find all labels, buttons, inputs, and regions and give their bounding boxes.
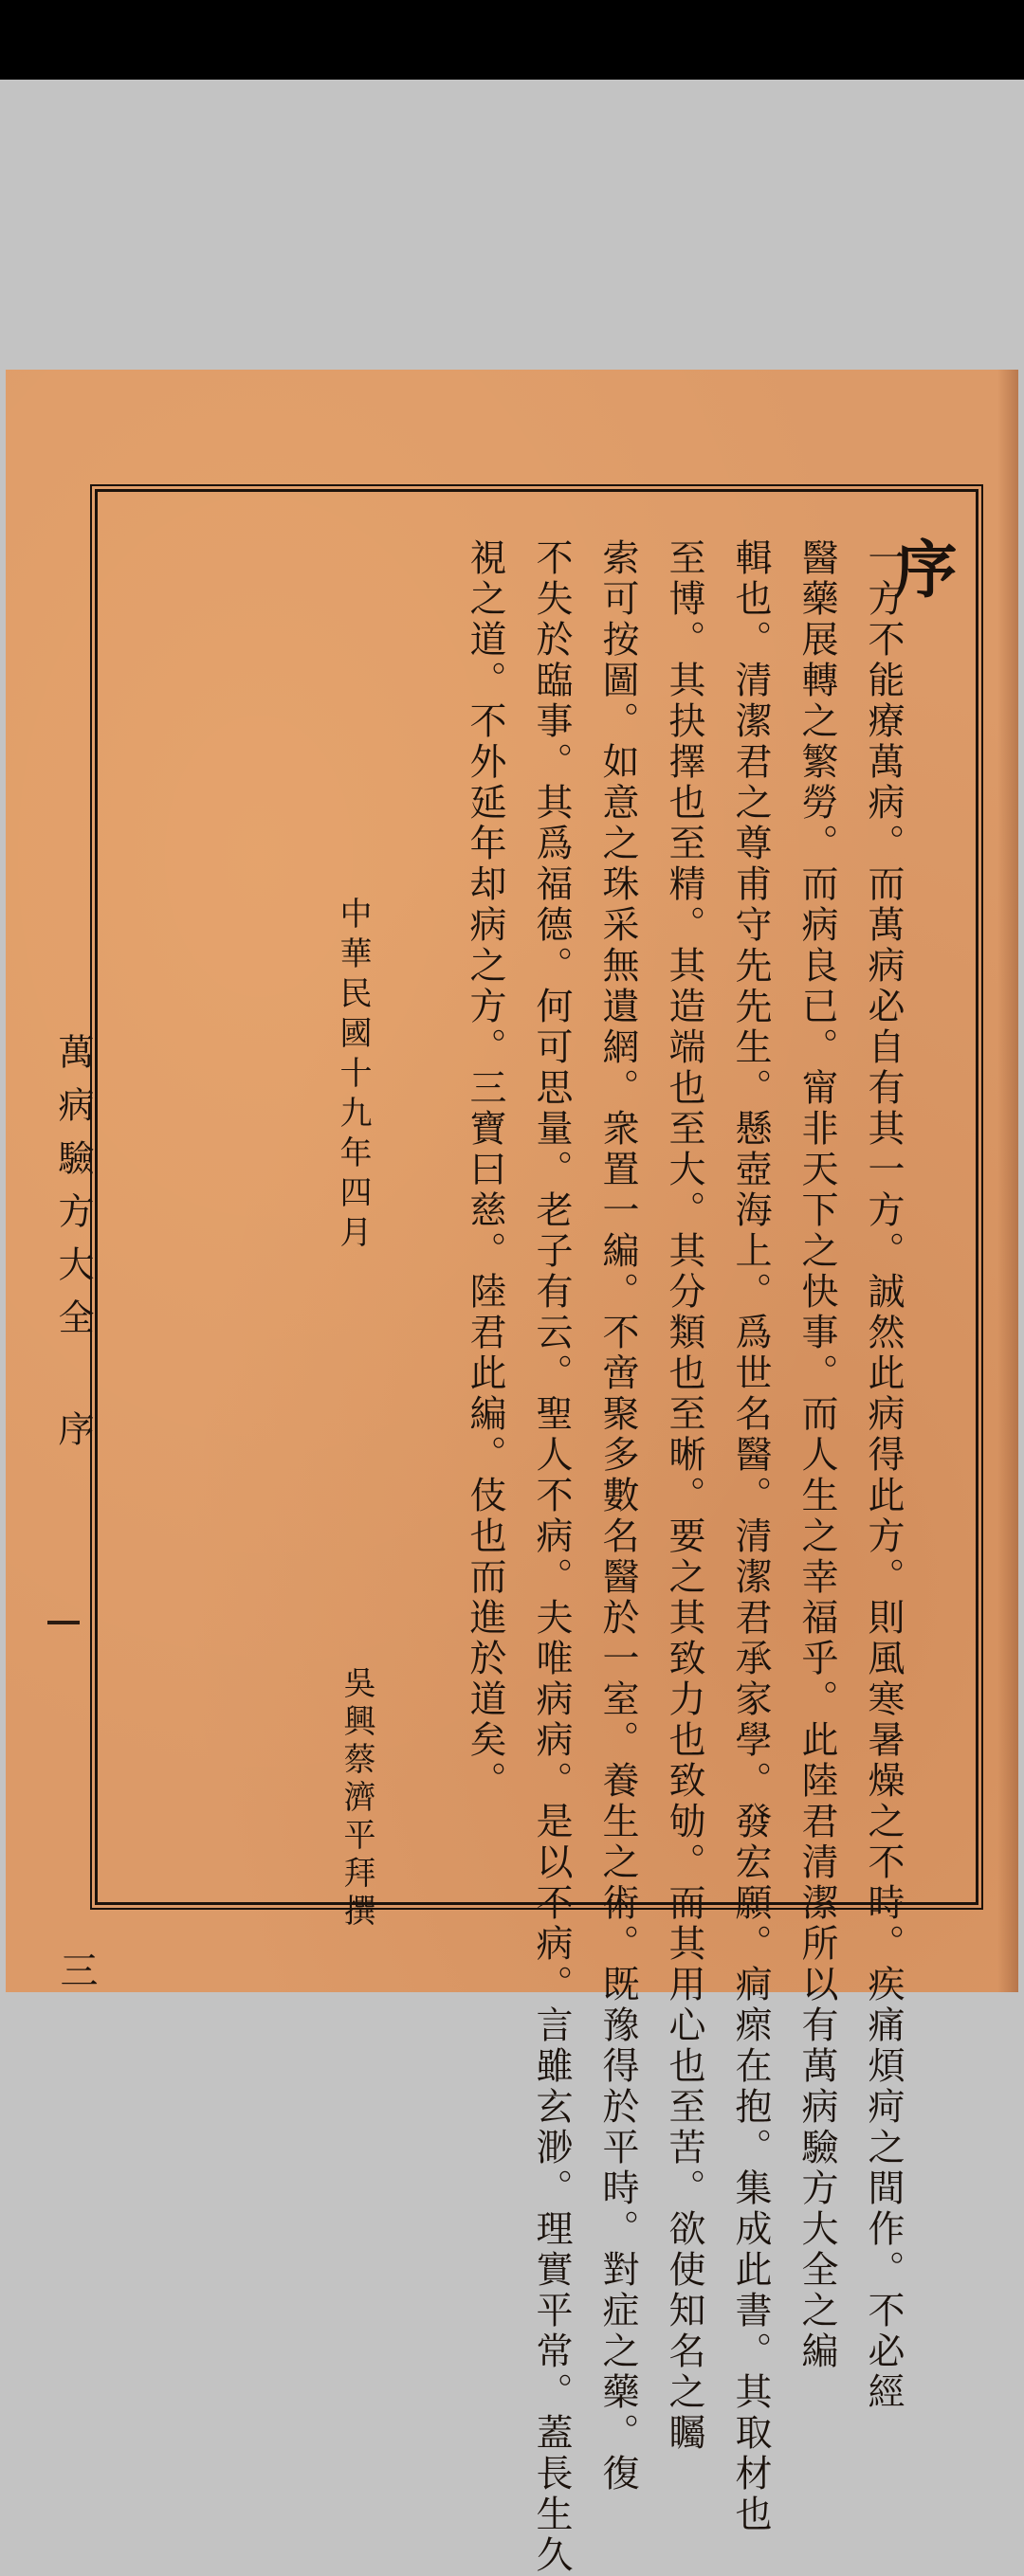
preface-line: 一方不能療萬病。而萬病必自有其一方。誠然此病得此方。則風寒暑燥之不時。疾痛煩疴之間作。不必經 [862,538,905,2413]
preface-body [451,538,916,2576]
preface-line: 至博。其抉擇也至精。其造端也至大。其分類也至晰。要之其致力也致劬。而其用心也至苦。欲使知名之矚 [663,538,705,2454]
top-status-bar [0,0,1024,80]
scanned-book-page [6,370,1018,2576]
preface-signature: 吳興蔡濟平拜撰 [338,1666,375,1932]
preface-date: 中華民國十九年四月 [334,897,372,1255]
preface-line: 醫藥展轉之繁勞。而病良已。甯非天下之快事。而人生之幸福乎。此陸君清潔所以有萬病驗方大全之編 [795,538,838,2372]
page-folio-number: 三 [54,1950,98,1988]
preface-line: 索可按圖。如意之珠采無遺網。衆置一編。不啻聚多數名醫於一室。養生之術。既豫得於平時。對症之藥。復 [596,538,639,2494]
spine-divider [47,1621,80,1624]
preface-line: 輯也。清潔君之尊甫守先先生。懸壺海上。爲世名醫。清潔君承家學。發宏願。痌瘝在抱。集成此書。其取材也 [729,538,772,2535]
preface-line: 視之道。不外延年却病之方。三寶曰慈。陸君此編。伎也而進於道矣。 [464,538,506,1802]
preface-line: 不失於臨事。其爲福德。何可思量。老子有云。聖人不病。夫唯病病。是以不病。言雖玄渺。理實平常。蓋長生久 [530,538,573,2576]
preface-title: 序 [884,536,958,603]
spine-book-title: 萬病驗方大全 序 [52,1033,94,1463]
